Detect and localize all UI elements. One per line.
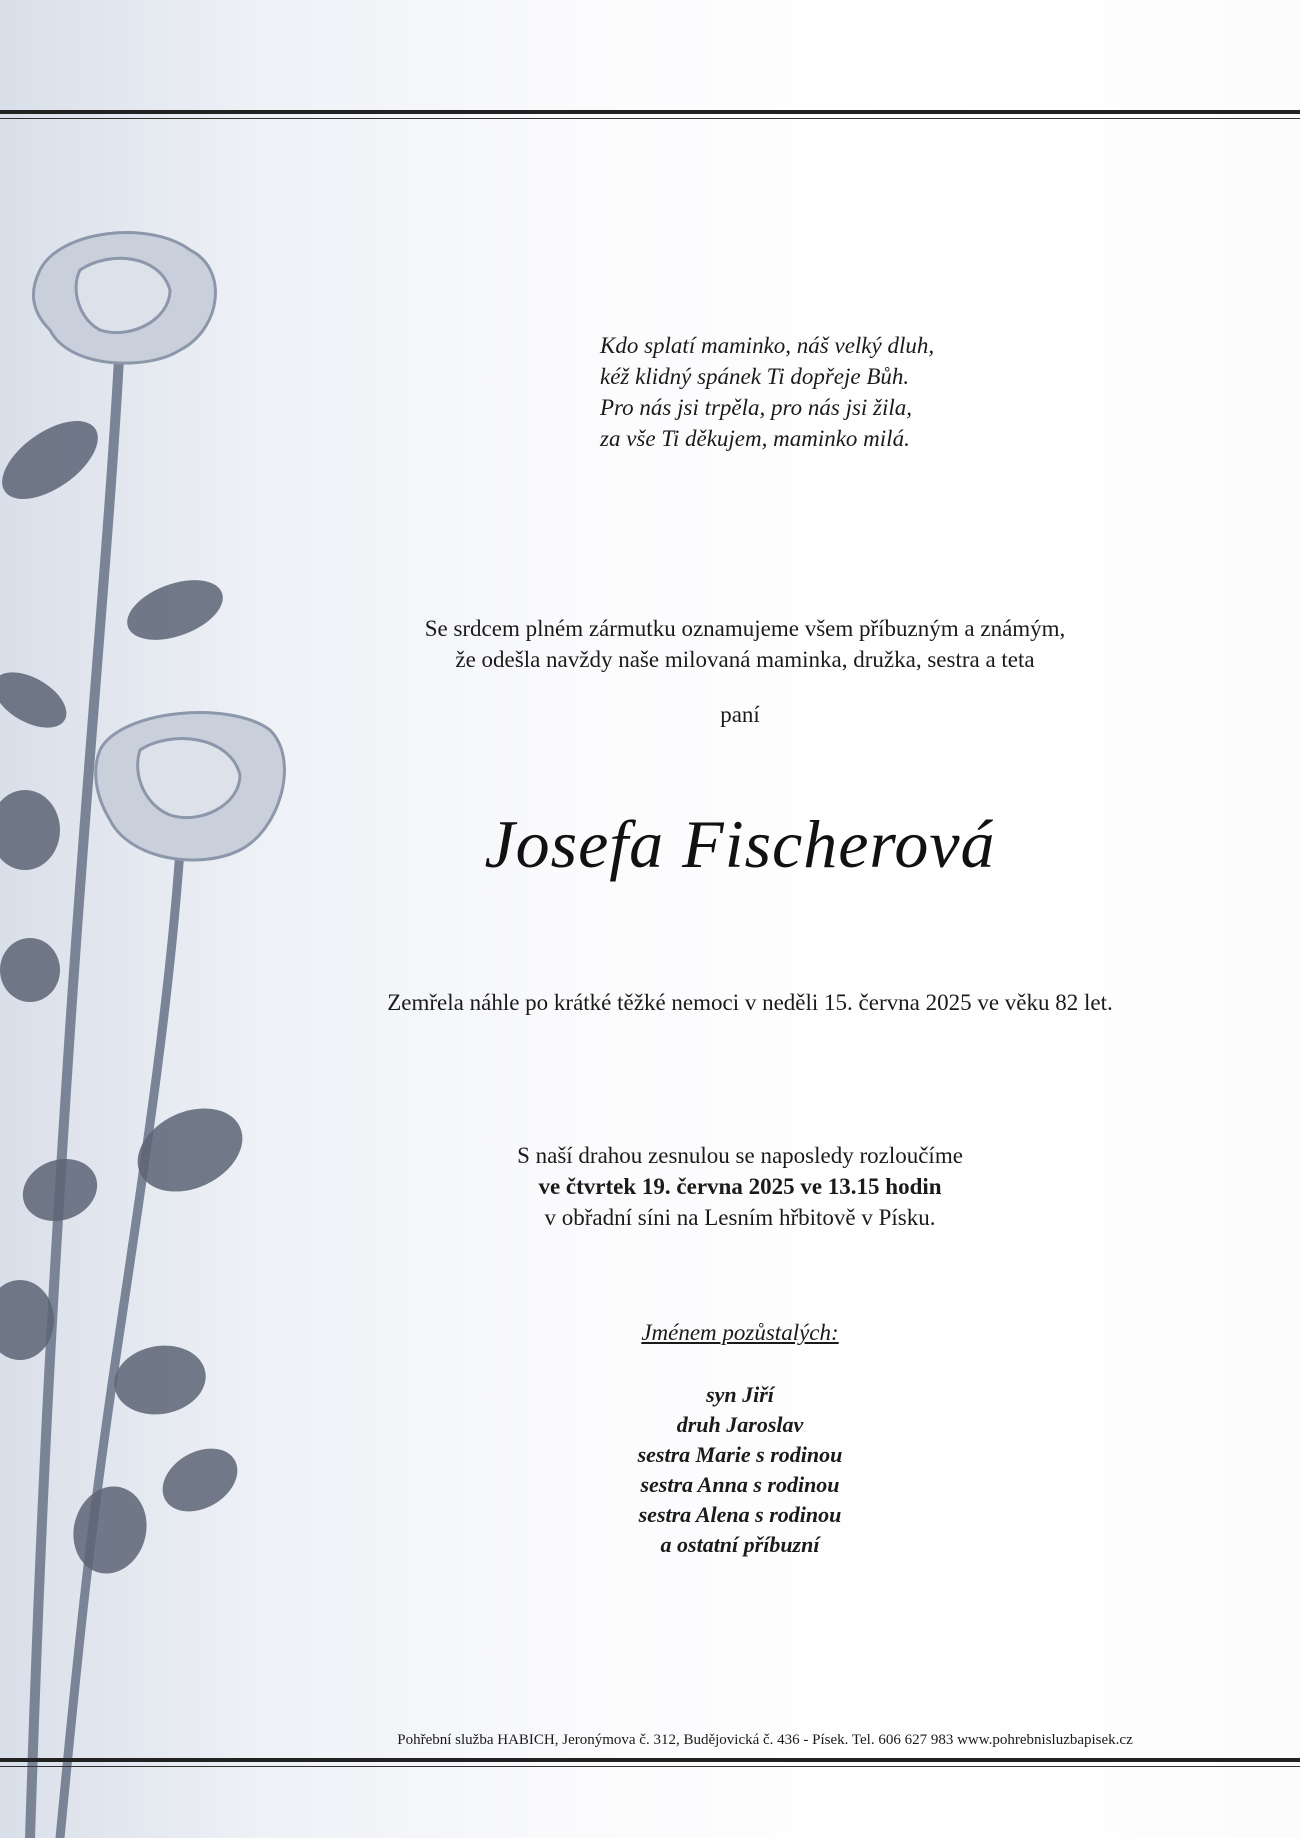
poem-line: Pro nás jsi trpěla, pro nás jsi žila, [600, 395, 913, 420]
funeral-location: v obřadní síni na Lesním hřbitově v Písku. [544, 1205, 936, 1230]
funeral-date-time: ve čtvrtek 19. června 2025 ve 13.15 hodin [538, 1174, 942, 1199]
bottom-border-rule [0, 1758, 1300, 1767]
survivors-list [560, 1380, 920, 1560]
rose-bloom-lower [96, 713, 285, 860]
rose-illustration [0, 230, 310, 1838]
survivors-heading: Jménem pozůstalých: [641, 1320, 839, 1345]
poem-line: kéž klidný spánek Ti dopřeje Bůh. [600, 364, 910, 389]
survivor-item: a ostatní příbuzní [660, 1532, 820, 1557]
funeral-line-1: S naší drahou zesnulou se naposledy rozloučíme [517, 1143, 963, 1168]
poem-line: za vše Ti děkujem, maminko milá. [600, 426, 910, 451]
announcement-line-2: že odešla navždy naše milovaná maminka, družka, sestra a teta [455, 647, 1035, 672]
memorial-poem [600, 330, 1040, 454]
survivor-item: sestra Marie s rodinou [637, 1442, 843, 1467]
death-details: Zemřela náhle po krátké těžké nemoci v neděli 15. června 2025 ve věku 82 let. [387, 990, 1113, 1015]
survivor-item: syn Jiří [706, 1382, 774, 1407]
survivor-item: druh Jaroslav [676, 1412, 804, 1437]
funeral-details [430, 1140, 1050, 1233]
poem-line: Kdo splatí maminko, náš velký dluh, [600, 333, 935, 358]
funeral-service-footer: Pohřební služba HABICH, Jeronýmova č. 312, Budějovická č. 436 - Písek. Tel. 606 627 983 www.pohrebnisluzbapisek.cz [397, 1732, 1133, 1748]
death-announcement [330, 613, 1160, 675]
survivor-item: sestra Alena s rodinou [638, 1502, 842, 1527]
deceased-name: Josefa Fischerová [484, 806, 996, 882]
rose-bloom-upper [33, 233, 215, 364]
survivor-item: sestra Anna s rodinou [640, 1472, 840, 1497]
honorific: paní [720, 702, 760, 727]
top-border-rule [0, 110, 1300, 119]
announcement-line-1: Se srdcem plném zármutku oznamujeme všem příbuzným a známým, [424, 616, 1066, 641]
